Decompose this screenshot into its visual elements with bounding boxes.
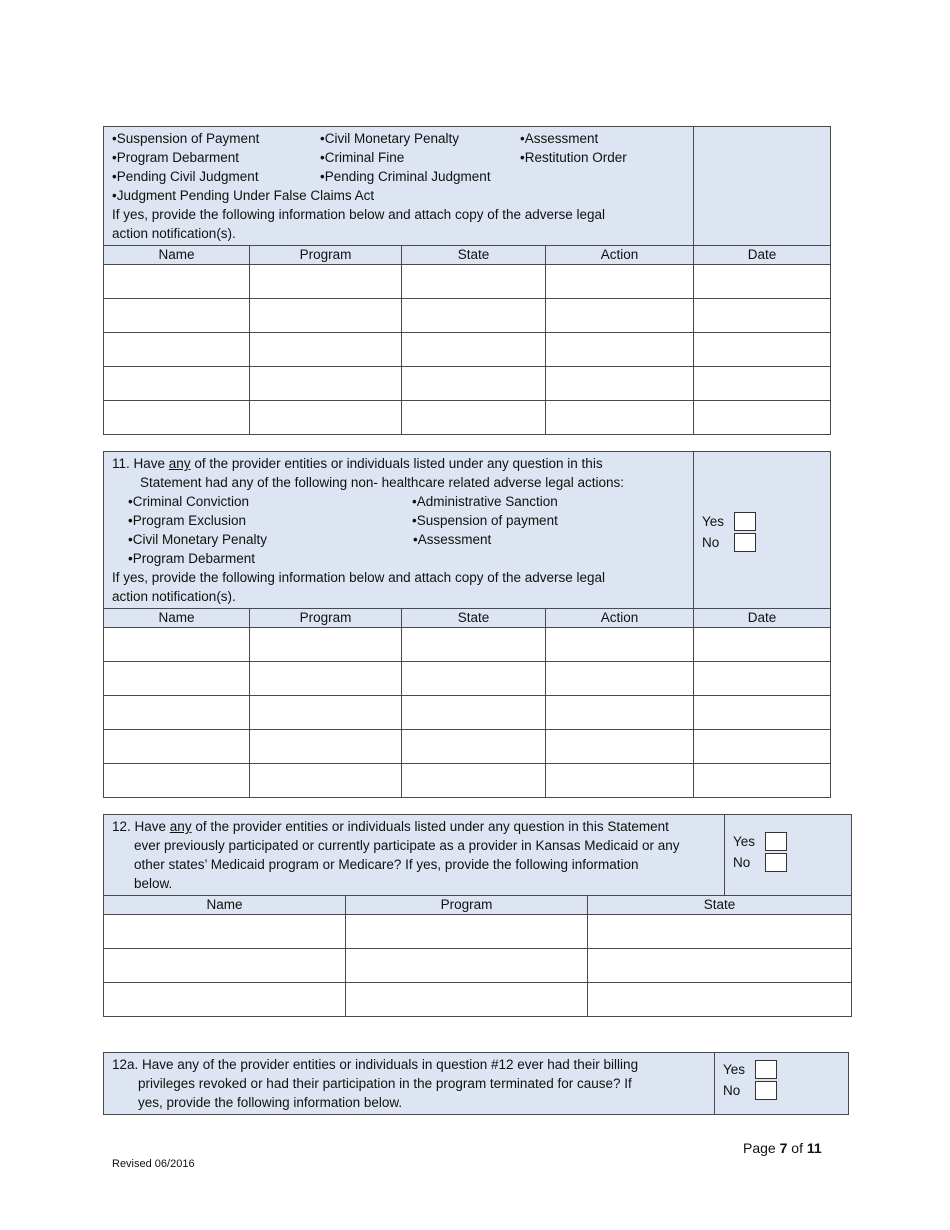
col-header-program: Program bbox=[250, 609, 402, 628]
q11-bullet: • Program Exclusion bbox=[128, 511, 412, 530]
input-cell[interactable] bbox=[546, 662, 694, 696]
input-cell[interactable] bbox=[250, 764, 402, 798]
input-cell[interactable] bbox=[694, 333, 831, 367]
q12-question-line2: ever previously participated or currently participate as a provider in Kansas Medicaid or any bbox=[134, 838, 680, 853]
q10-instruction: action notification(s). bbox=[112, 226, 236, 241]
table-row bbox=[104, 628, 831, 662]
table-row bbox=[104, 764, 831, 798]
col-header-date: Date bbox=[694, 246, 831, 265]
q10-bullet: • Restitution Order bbox=[520, 148, 627, 167]
table-row bbox=[104, 401, 831, 435]
col-header-program: Program bbox=[346, 896, 588, 915]
q11-answer-cell bbox=[694, 452, 831, 609]
table-row bbox=[104, 730, 831, 764]
input-cell[interactable] bbox=[104, 696, 250, 730]
input-cell[interactable] bbox=[694, 299, 831, 333]
input-cell[interactable] bbox=[402, 662, 546, 696]
input-cell[interactable] bbox=[402, 333, 546, 367]
yes-checkbox[interactable] bbox=[734, 512, 756, 531]
table-row bbox=[104, 696, 831, 730]
q10-bullet: • Pending Civil Judgment bbox=[112, 167, 320, 186]
input-cell[interactable] bbox=[694, 696, 831, 730]
table-row bbox=[104, 333, 831, 367]
q10-bullet: • Civil Monetary Penalty bbox=[320, 129, 520, 148]
table-row bbox=[104, 265, 831, 299]
no-checkbox[interactable] bbox=[765, 853, 787, 872]
no-label: No bbox=[702, 534, 720, 550]
input-cell[interactable] bbox=[546, 401, 694, 435]
input-cell[interactable] bbox=[694, 628, 831, 662]
input-cell[interactable] bbox=[694, 730, 831, 764]
no-label: No bbox=[723, 1082, 741, 1098]
yes-label: Yes bbox=[723, 1061, 746, 1077]
input-cell[interactable] bbox=[402, 265, 546, 299]
page-number: Page 7 of 11 bbox=[743, 1140, 822, 1156]
input-cell[interactable] bbox=[104, 764, 250, 798]
input-cell[interactable] bbox=[104, 662, 250, 696]
q10-bullet: • Pending Criminal Judgment bbox=[320, 167, 491, 186]
q11-instruction: If yes, provide the following information below and attach copy of the adverse legal bbox=[112, 570, 606, 585]
table-row bbox=[104, 983, 852, 1017]
input-cell[interactable] bbox=[402, 696, 546, 730]
q10-answer-cell bbox=[694, 127, 831, 246]
col-header-name: Name bbox=[104, 896, 346, 915]
q12a-question-line2: privileges revoked or had their participation in the program terminated for cause? If bbox=[138, 1076, 632, 1091]
input-cell[interactable] bbox=[402, 299, 546, 333]
input-cell[interactable] bbox=[250, 628, 402, 662]
q11-question-line1: 11. Have any of the provider entities or individuals listed under any question in this bbox=[112, 456, 603, 471]
input-cell[interactable] bbox=[104, 915, 346, 949]
input-cell[interactable] bbox=[402, 401, 546, 435]
q10-section bbox=[103, 126, 830, 435]
input-cell[interactable] bbox=[250, 662, 402, 696]
revision-note: Revised 06/2016 bbox=[112, 1158, 195, 1170]
q12-answer-cell bbox=[725, 815, 852, 896]
table-row bbox=[104, 915, 852, 949]
col-header-state: State bbox=[402, 246, 546, 265]
q12-question-line3: other states’ Medicaid program or Medicare? If yes, provide the following information bbox=[134, 857, 639, 872]
table-row bbox=[104, 662, 831, 696]
q10-bullet: • Suspension of Payment bbox=[112, 129, 320, 148]
col-header-state: State bbox=[588, 896, 852, 915]
input-cell[interactable] bbox=[546, 367, 694, 401]
q10-bullet: • Judgment Pending Under False Claims Act bbox=[112, 186, 685, 205]
q11-bullet: • Administrative Sanction bbox=[412, 492, 558, 511]
table-row bbox=[104, 367, 831, 401]
input-cell[interactable] bbox=[250, 299, 402, 333]
input-cell[interactable] bbox=[250, 333, 402, 367]
table-row bbox=[104, 299, 831, 333]
yes-checkbox[interactable] bbox=[765, 832, 787, 851]
input-cell[interactable] bbox=[546, 265, 694, 299]
q10-question-cell bbox=[104, 127, 694, 246]
input-cell[interactable] bbox=[402, 367, 546, 401]
q11-question-line2: Statement had any of the following non- healthcare related adverse legal actions: bbox=[140, 475, 625, 490]
q11-question-cell bbox=[104, 452, 694, 609]
yes-checkbox[interactable] bbox=[755, 1060, 777, 1079]
input-cell[interactable] bbox=[694, 401, 831, 435]
input-cell[interactable] bbox=[104, 401, 250, 435]
q10-bullet: • Criminal Fine bbox=[320, 148, 520, 167]
input-cell[interactable] bbox=[104, 628, 250, 662]
q10-bullet: • Program Debarment bbox=[112, 148, 320, 167]
input-cell[interactable] bbox=[546, 299, 694, 333]
input-cell[interactable] bbox=[694, 764, 831, 798]
input-cell[interactable] bbox=[346, 949, 588, 983]
input-cell[interactable] bbox=[250, 696, 402, 730]
input-cell[interactable] bbox=[104, 333, 250, 367]
q11-bullet: • Criminal Conviction bbox=[128, 492, 412, 511]
q11-instruction: action notification(s). bbox=[112, 589, 236, 604]
input-cell[interactable] bbox=[104, 949, 346, 983]
q11-bullet: • Suspension of payment bbox=[412, 511, 558, 530]
col-header-name: Name bbox=[104, 609, 250, 628]
q10-bullet: • Assessment bbox=[520, 129, 598, 148]
input-cell[interactable] bbox=[402, 764, 546, 798]
q12a-question-line3: yes, provide the following information below. bbox=[138, 1095, 403, 1110]
input-cell[interactable] bbox=[402, 628, 546, 662]
input-cell[interactable] bbox=[346, 915, 588, 949]
yes-label: Yes bbox=[702, 513, 725, 529]
input-cell[interactable] bbox=[588, 915, 852, 949]
col-header-action: Action bbox=[546, 246, 694, 265]
q12-question-cell bbox=[104, 815, 725, 896]
col-header-action: Action bbox=[546, 609, 694, 628]
input-cell[interactable] bbox=[694, 367, 831, 401]
input-cell[interactable] bbox=[694, 265, 831, 299]
q12a-section bbox=[103, 1052, 848, 1115]
input-cell[interactable] bbox=[104, 730, 250, 764]
table-row bbox=[104, 949, 852, 983]
q12a-question-cell bbox=[104, 1053, 715, 1115]
q12a-question-line1: 12a. Have any of the provider entities or individuals in question #12 ever had their billing bbox=[112, 1057, 639, 1072]
q11-bullet: • Assessment bbox=[413, 530, 491, 549]
input-cell[interactable] bbox=[694, 662, 831, 696]
input-cell[interactable] bbox=[546, 764, 694, 798]
input-cell[interactable] bbox=[104, 265, 250, 299]
col-header-state: State bbox=[402, 609, 546, 628]
input-cell[interactable] bbox=[546, 628, 694, 662]
q12-question-line1: 12. Have any of the provider entities or individuals listed under any question in this Statement bbox=[112, 819, 669, 834]
q11-bullet: • Program Debarment bbox=[112, 549, 685, 568]
q12-question-line4: below. bbox=[134, 876, 173, 891]
q12a-answer-cell bbox=[715, 1053, 849, 1115]
input-cell[interactable] bbox=[346, 983, 588, 1017]
input-cell[interactable] bbox=[546, 730, 694, 764]
input-cell[interactable] bbox=[250, 401, 402, 435]
input-cell[interactable] bbox=[104, 367, 250, 401]
col-header-program: Program bbox=[250, 246, 402, 265]
q11-bullet: • Civil Monetary Penalty bbox=[128, 530, 413, 549]
input-cell[interactable] bbox=[546, 333, 694, 367]
q12-section bbox=[103, 814, 851, 1017]
no-checkbox[interactable] bbox=[734, 533, 756, 552]
input-cell[interactable] bbox=[588, 983, 852, 1017]
q10-instruction: If yes, provide the following information below and attach copy of the adverse legal bbox=[112, 207, 606, 222]
input-cell[interactable] bbox=[546, 696, 694, 730]
col-header-date: Date bbox=[694, 609, 831, 628]
yes-label: Yes bbox=[733, 833, 756, 849]
input-cell[interactable] bbox=[250, 730, 402, 764]
input-cell[interactable] bbox=[104, 983, 346, 1017]
col-header-name: Name bbox=[104, 246, 250, 265]
input-cell[interactable] bbox=[104, 299, 250, 333]
input-cell[interactable] bbox=[588, 949, 852, 983]
q11-section bbox=[103, 451, 830, 798]
input-cell[interactable] bbox=[250, 265, 402, 299]
no-checkbox[interactable] bbox=[755, 1081, 777, 1100]
no-label: No bbox=[733, 854, 751, 870]
input-cell[interactable] bbox=[250, 367, 402, 401]
input-cell[interactable] bbox=[402, 730, 546, 764]
